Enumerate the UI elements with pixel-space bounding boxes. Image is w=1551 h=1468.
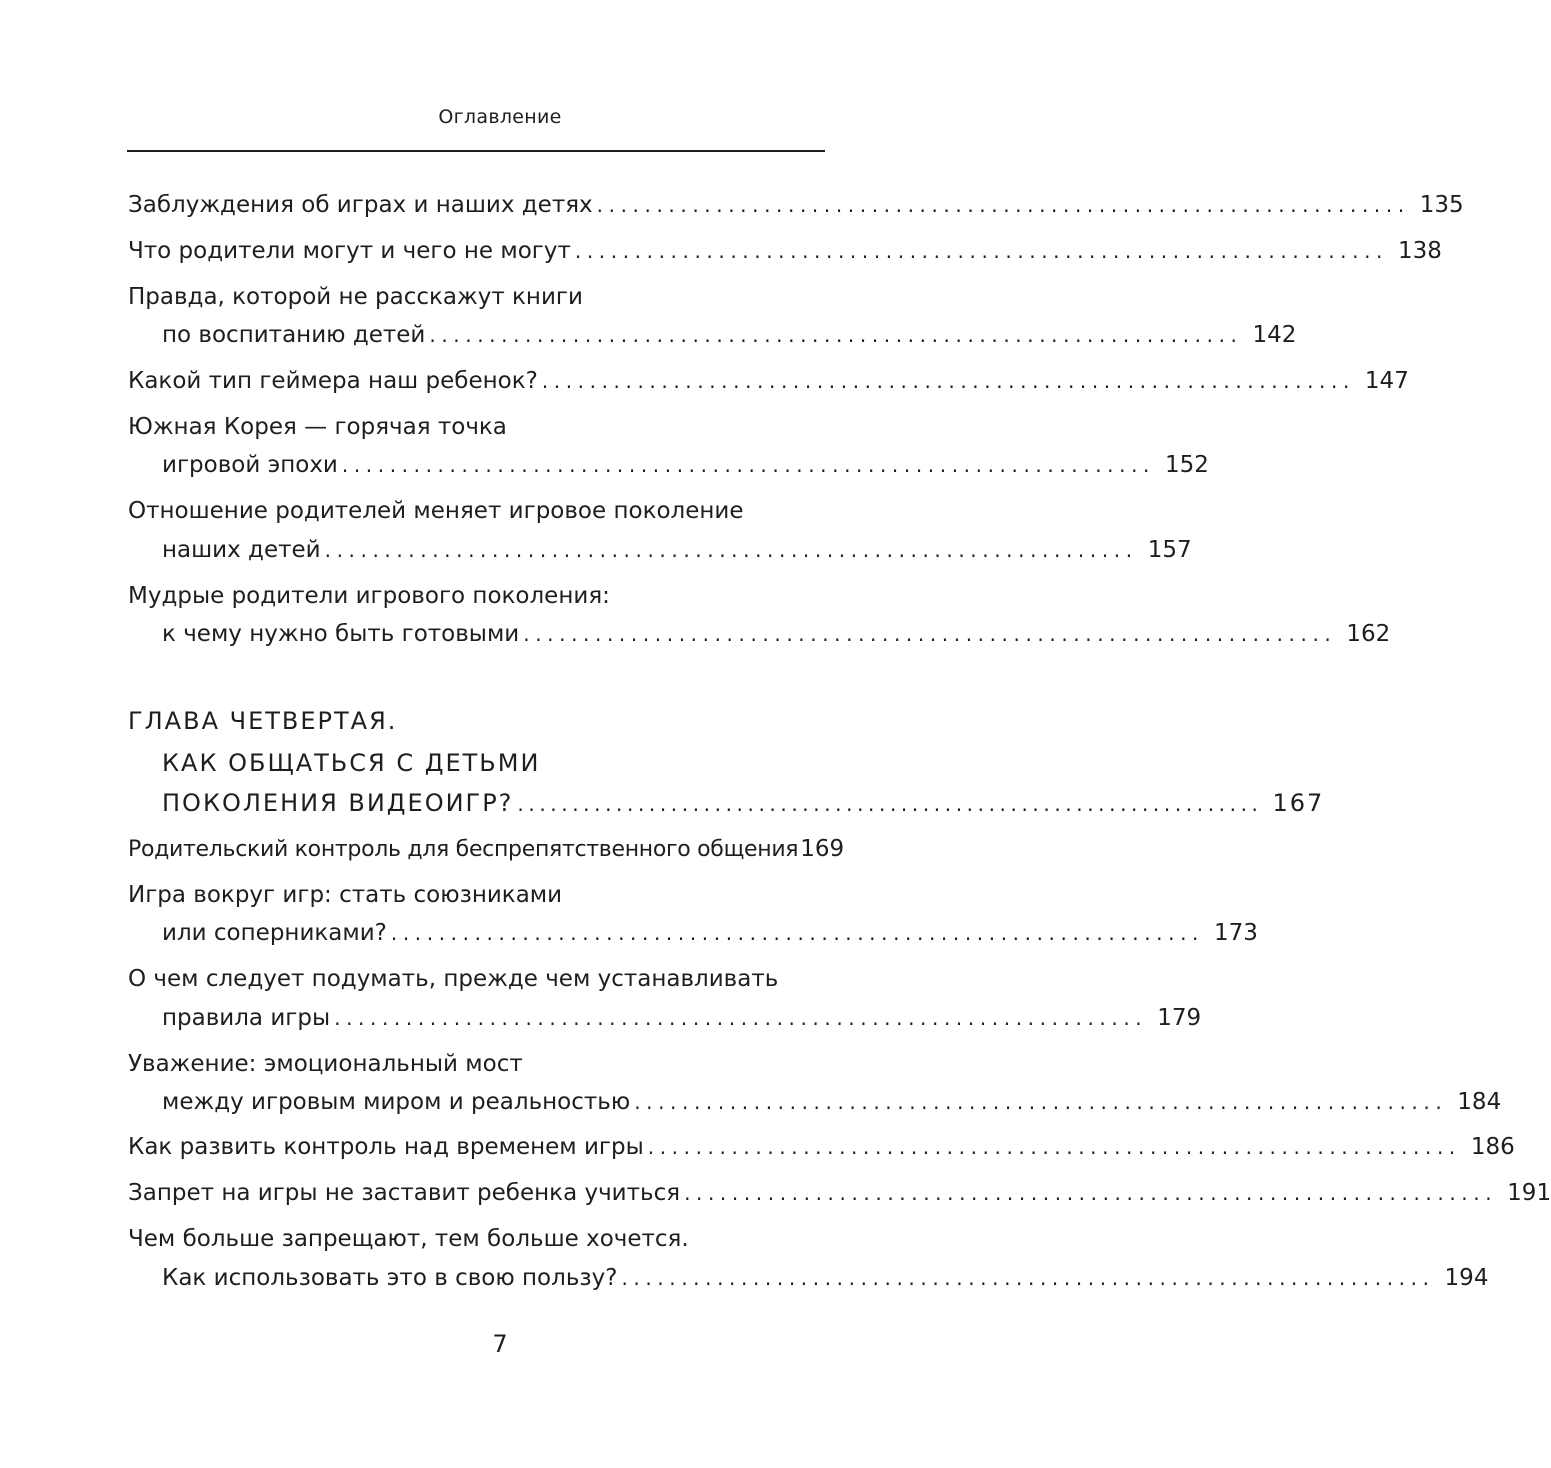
toc-page-number: 194 xyxy=(1444,1265,1489,1291)
toc-entry-title: Родительский контроль для беспрепятственного общения xyxy=(128,837,799,862)
leader-dots: .................................................................... xyxy=(390,921,1204,945)
page-number: 7 xyxy=(492,1330,508,1358)
toc-entry-title: Мудрые родители игрового поколения: xyxy=(128,583,610,609)
toc-entry-title: Заблуждения об играх и наших детях xyxy=(128,192,593,218)
toc-entry-title: Правда, которой не расскажут книги xyxy=(128,284,583,310)
toc-page-number: 162 xyxy=(1346,621,1391,647)
leader-dots: .................................................................... xyxy=(341,453,1155,477)
leader-dots: .................................................................... xyxy=(324,538,1138,562)
toc-page-number: 179 xyxy=(1157,1005,1202,1031)
toc-entry-line xyxy=(128,880,820,910)
toc-entry xyxy=(128,1178,1551,1208)
toc-entry xyxy=(128,236,1442,266)
chapter-number: ГЛАВА ЧЕТВЕРТАЯ. xyxy=(128,707,398,735)
toc-entry xyxy=(162,918,1258,948)
toc-page-number: 157 xyxy=(1147,537,1192,563)
leader-dots: .................................................................... xyxy=(647,1135,1461,1159)
toc-entry-title: О чем следует подумать, прежде чем устанавливать xyxy=(128,966,779,992)
toc-entry-line xyxy=(128,964,820,994)
toc-entry xyxy=(162,1087,1502,1117)
toc-entry-title-continued: между игровым миром и реальностью xyxy=(162,1089,631,1115)
toc-entry xyxy=(162,1263,1489,1293)
running-header: Оглавление xyxy=(438,106,562,128)
toc-page-number: 186 xyxy=(1470,1134,1515,1160)
toc-page-number: 173 xyxy=(1214,920,1258,946)
toc-page-number: 184 xyxy=(1457,1089,1502,1115)
toc-entry-title: Какой тип геймера наш ребенок? xyxy=(128,368,538,394)
toc-page-number: 152 xyxy=(1165,452,1209,478)
toc-entry-title: Чем больше запрещают, тем больше хочется. xyxy=(128,1226,689,1252)
toc-entry-line xyxy=(128,412,820,442)
toc-entry-title: Уважение: эмоциональный мост xyxy=(128,1051,523,1077)
toc-entry-title-continued: по воспитанию детей xyxy=(162,322,426,348)
toc-entry-title-continued: к чему нужно быть готовыми xyxy=(162,621,520,647)
toc-entry xyxy=(128,834,845,865)
toc-page-number: 167 xyxy=(1272,789,1325,817)
toc-page-number: 147 xyxy=(1364,368,1409,394)
toc-entry-title-continued: наших детей xyxy=(162,537,321,563)
chapter-title-continued: ПОКОЛЕНИЯ ВИДЕОИГР? xyxy=(162,789,514,817)
leader-dots: .................................................................... xyxy=(517,792,1263,816)
leader-dots: .................................................................... xyxy=(541,369,1355,393)
toc-page-number: 138 xyxy=(1398,238,1442,264)
toc-entry xyxy=(128,190,1464,220)
toc-entry xyxy=(128,1132,1515,1162)
toc-entry xyxy=(162,1003,1202,1033)
leader-dots: .................................................................... xyxy=(523,622,1337,646)
leader-dots: .................................................................... xyxy=(429,323,1243,347)
toc-entry-title: Как развить контроль над временем игры xyxy=(128,1134,644,1160)
chapter-heading-line xyxy=(162,748,820,778)
toc-entry-line xyxy=(128,282,820,312)
toc-entry xyxy=(162,320,1297,350)
toc-entry-title: Южная Корея — горячая точка xyxy=(128,414,507,440)
toc-entry-line xyxy=(128,1224,820,1254)
header-rule xyxy=(127,150,825,152)
toc-entry xyxy=(162,450,1209,480)
toc-entry-title: Запрет на игры не заставит ребенка учиться xyxy=(128,1180,681,1206)
chapter-heading xyxy=(128,706,820,736)
toc-page-number: 142 xyxy=(1252,322,1297,348)
toc-entry-line xyxy=(128,1049,820,1079)
toc-entry xyxy=(162,535,1192,565)
chapter-title: КАК ОБЩАТЬСЯ С ДЕТЬМИ xyxy=(162,749,541,777)
toc-page-number: 169 xyxy=(800,836,845,862)
toc-entry-title-continued: Как использовать это в свою пользу? xyxy=(162,1265,618,1291)
leader-dots: .................................................................... xyxy=(596,193,1410,217)
toc-entry-title-continued: игровой эпохи xyxy=(162,452,338,478)
toc-entry-title-continued: правила игры xyxy=(162,1005,331,1031)
toc-entry-line xyxy=(128,496,820,526)
toc-entry-title-continued: или соперниками? xyxy=(162,920,387,946)
leader-dots: .................................................................... xyxy=(634,1090,1448,1114)
leader-dots: .................................................................... xyxy=(684,1181,1498,1205)
toc-page-number: 191 xyxy=(1507,1180,1551,1206)
toc-entry-title: Что родители могут и чего не могут xyxy=(128,238,571,264)
toc-entry-line xyxy=(128,581,820,611)
toc-entry xyxy=(162,619,1391,649)
leader-dots: .................................................................... xyxy=(334,1006,1148,1030)
leader-dots: .................................................................... xyxy=(574,239,1388,263)
toc-entry xyxy=(128,366,1409,396)
toc-entry-title: Отношение родителей меняет игровое поколение xyxy=(128,498,744,524)
toc-page-number: 135 xyxy=(1419,192,1464,218)
chapter-entry xyxy=(162,788,1325,819)
toc-entry-title: Игра вокруг игр: стать союзниками xyxy=(128,882,563,908)
leader-dots: .................................................................... xyxy=(621,1266,1435,1290)
